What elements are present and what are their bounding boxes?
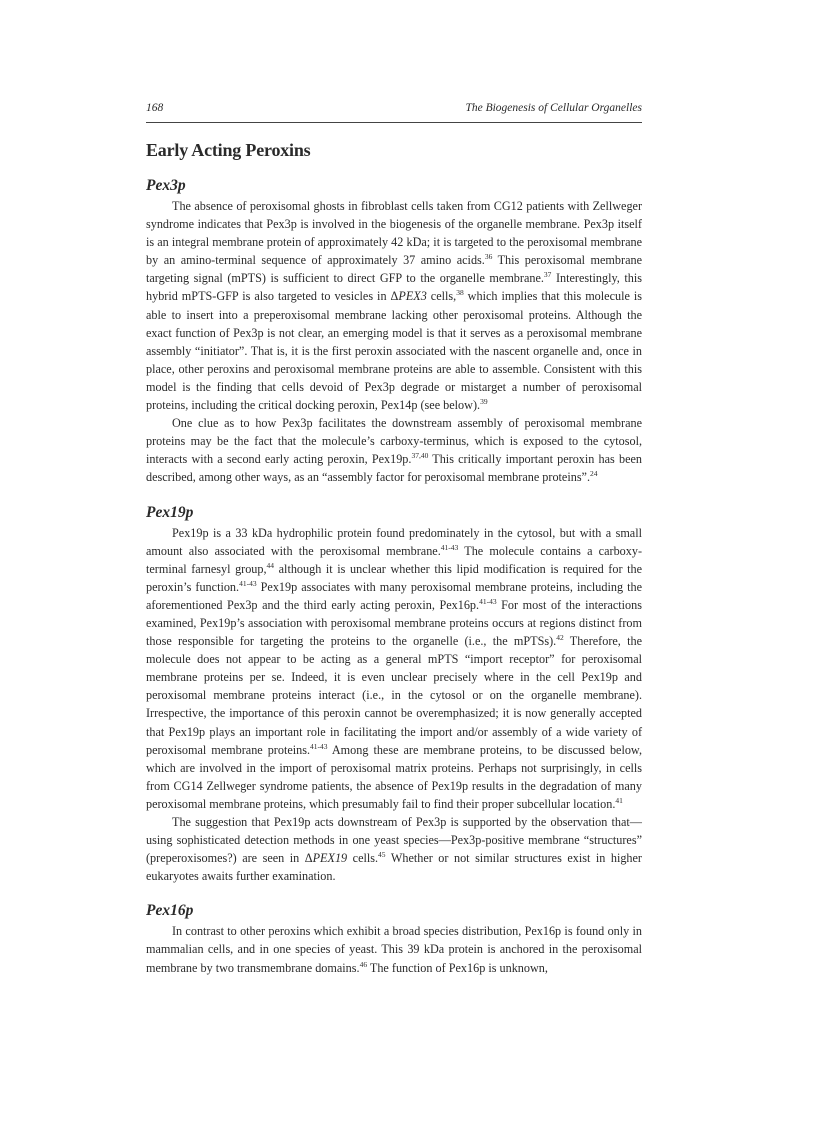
paragraph: Pex19p is a 33 kDa hydrophilic protein found predominately in the cytosol, but with a small amount also associated with the peroxisomal membrane.$^{41-43}$ The molecule contains a carboxy-terminal farnesyl group,$^{44}$ although it is unclear whether this lipid modification is required for the peroxin’s function.$^{41-43}$ Pex19p associates with many peroxisomal membrane proteins, including the aforementioned Pex3p and the third early acting peroxin, Pex16p.$^{41-43}$ For most of the interactions examined, Pex19p’s association with peroxisomal membrane proteins occurs at regions distinct from those responsible for targeting the proteins to the organelle (i.e., the mPTSs).$^{42}$ Therefore, the molecule does not appear to be acting as a general mPTS “import receptor” for peroxisomal membrane proteins per se. Indeed, it is even unclear precisely where in the cell Pex19p and peroxisomal membrane proteins interact (i.e., in the cytosol or on the organelle membrane). Irrespective, the importance of this peroxin cannot be overemphasized; it is now generally accepted that Pex19p plays an important role in facilitating the import and/or assembly of a wide variety of peroxisomal membrane proteins.$^{41-43}$ Among these are membrane proteins, to be discussed below, which are involved in the import of peroxisomal matrix proteins. Perhaps not surprisingly, in cells from CG14 Zellweger syndrome patients, the absence of Pex19p results in the degradation of many peroxisomal membrane proteins, which presumably fail to find their proper subcellular location.$^{41}$ bbox=[146, 525, 642, 811]
paragraph: The suggestion that Pex19p acts downstream of Pex3p is supported by the observation that—using sophisticated detection methods in one yeast species—Pex3p-positive membrane “structures” (preperoxisomes?) are seen in ΔPEX19 cells.$^{45}$ Whether or not similar structures exist in higher eukaryotes awaits further examination. bbox=[146, 815, 642, 884]
section-heading: Early Acting Peroxins bbox=[146, 140, 311, 160]
running-header bbox=[146, 100, 642, 123]
paragraph: In contrast to other peroxins which exhibit a broad species distribution, Pex16p is found only in mammalian cells, and in one species of yeast. This 39 kDa protein is anchored in the peroxisomal membrane by two transmembrane domains.$^{46}$ The function of Pex16p is unknown, bbox=[146, 924, 642, 975]
paragraph: One clue as to how Pex3p facilitates the downstream assembly of peroxisomal membrane proteins may be the fact that the molecule’s carboxy-terminus, which is exposed to the cytosol, interacts with a second early acting peroxin, Pex19p.$^{37,40}$ This critically important peroxin has been described, among other ways, as an “assembly factor for peroxisomal membrane proteins”.$^{24}$ bbox=[146, 416, 642, 485]
section-pex19p bbox=[146, 504, 642, 886]
section-pex16p bbox=[146, 902, 642, 976]
subsection-title: Pex16p bbox=[146, 902, 194, 920]
subsection-title: Pex3p bbox=[146, 177, 186, 194]
main-content bbox=[146, 140, 642, 994]
paragraph: The absence of peroxisomal ghosts in fibroblast cells taken from CG12 patients with Zellweger syndrome indicates that Pex3p is involved in the biogenesis of the organelle membrane. Pex3p itself is an integral membrane protein of approximately 42 kDa; it is targeted to the peroxisomal membrane by an amino-terminal sequence of approximately 37 amino acids.$^{36}$ This peroxisomal membrane targeting signal (mPTS) is sufficient to direct GFP to the organelle membrane.$^{37}$ Interestingly, this hybrid mPTS-GFP is also targeted to vesicles in ΔPEX3 cells,$^{38}$ which implies that this molecule is able to insert into a preperoxisomal membrane lacking other peroxisomal proteins. Although the exact function of Pex3p is not clear, an emerging model is that it serves as a peroxisomal membrane assembly “initiator”. That is, it is the first peroxin associated with the nascent organelle and, once in place, other peroxins and peroxisomal membrane proteins are able to assemble. Consistent with this model is the finding that cells devoid of Pex3p degrade or mistarget a number of peroxisomal proteins, including the critical docking peroxin, Pex14p (see below).$^{39}$ bbox=[146, 199, 642, 413]
page-number: 168 bbox=[146, 102, 164, 114]
running-title: The Biogenesis of Cellular Organelles bbox=[465, 102, 642, 114]
subsection-title: Pex19p bbox=[146, 503, 194, 521]
section-pex3p bbox=[146, 177, 642, 487]
